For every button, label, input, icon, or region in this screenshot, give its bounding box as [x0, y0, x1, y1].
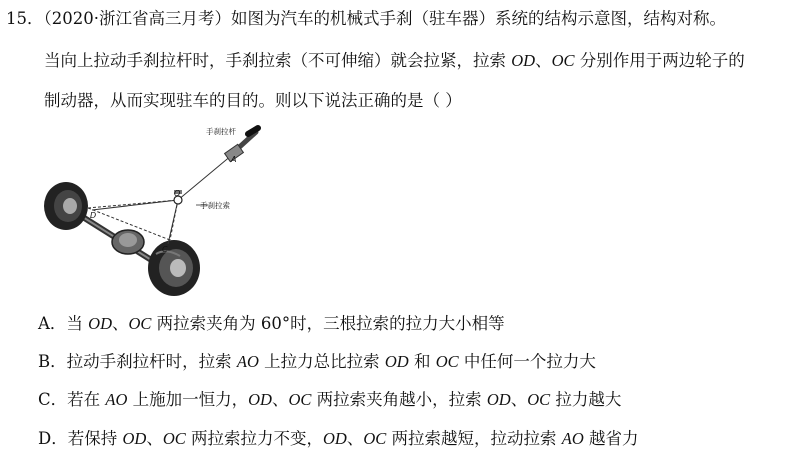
- point-d-label: D: [90, 211, 97, 220]
- question-line-1: 15．（2020·浙江省高三月考）如图为汽车的机械式手刹（驻车器）系统的结构示意图，结构对称。: [6, 9, 726, 28]
- option-letter: B．: [38, 352, 67, 371]
- right-wheel: [148, 240, 200, 296]
- option-letter: D．: [38, 429, 68, 448]
- option-c[interactable]: C．若在 AO 上施加一恒力，OD、OC 两拉索夹角越小，拉索 OD、OC 拉力越大: [38, 390, 622, 409]
- option-b[interactable]: B．拉动手刹拉杆时，拉索 AO 上拉力总比拉索 OD 和 OC 中任何一个拉力大: [38, 352, 596, 371]
- point-c-label: C: [162, 245, 168, 254]
- left-wheel: [44, 182, 88, 230]
- question-line-3: 制动器，从而实现驻车的目的。则以下说法正确的是（ ）: [44, 91, 462, 110]
- question-number: 15．: [6, 9, 44, 28]
- question-line-2: 当向上拉动手刹拉杆时，手刹拉索（不可伸缩）就会拉紧，拉索 OD、OC 分别作用于两边轮子的: [44, 51, 745, 70]
- label-handbrake-lever: 手刹拉杆: [206, 127, 236, 136]
- handbrake-diagram: [30, 118, 270, 302]
- option-d[interactable]: D．若保持 OD、OC 两拉索拉力不变，OD、OC 两拉索越短，拉动拉索 AO 越省力: [38, 429, 639, 448]
- question-source: （2020·浙江省高三月考）: [43, 9, 231, 28]
- point-a-label: A: [231, 155, 237, 164]
- option-letter: A．: [38, 314, 67, 333]
- option-letter: C．: [38, 390, 68, 409]
- cable-od: [92, 200, 178, 210]
- option-a[interactable]: A．当 OD、OC 两拉索夹角为 60°时，三根拉索的拉力大小相等: [38, 314, 505, 333]
- point-o-label: O: [174, 189, 181, 198]
- cable-oc: [168, 200, 178, 244]
- label-handbrake-cable: 手刹拉索: [200, 201, 230, 210]
